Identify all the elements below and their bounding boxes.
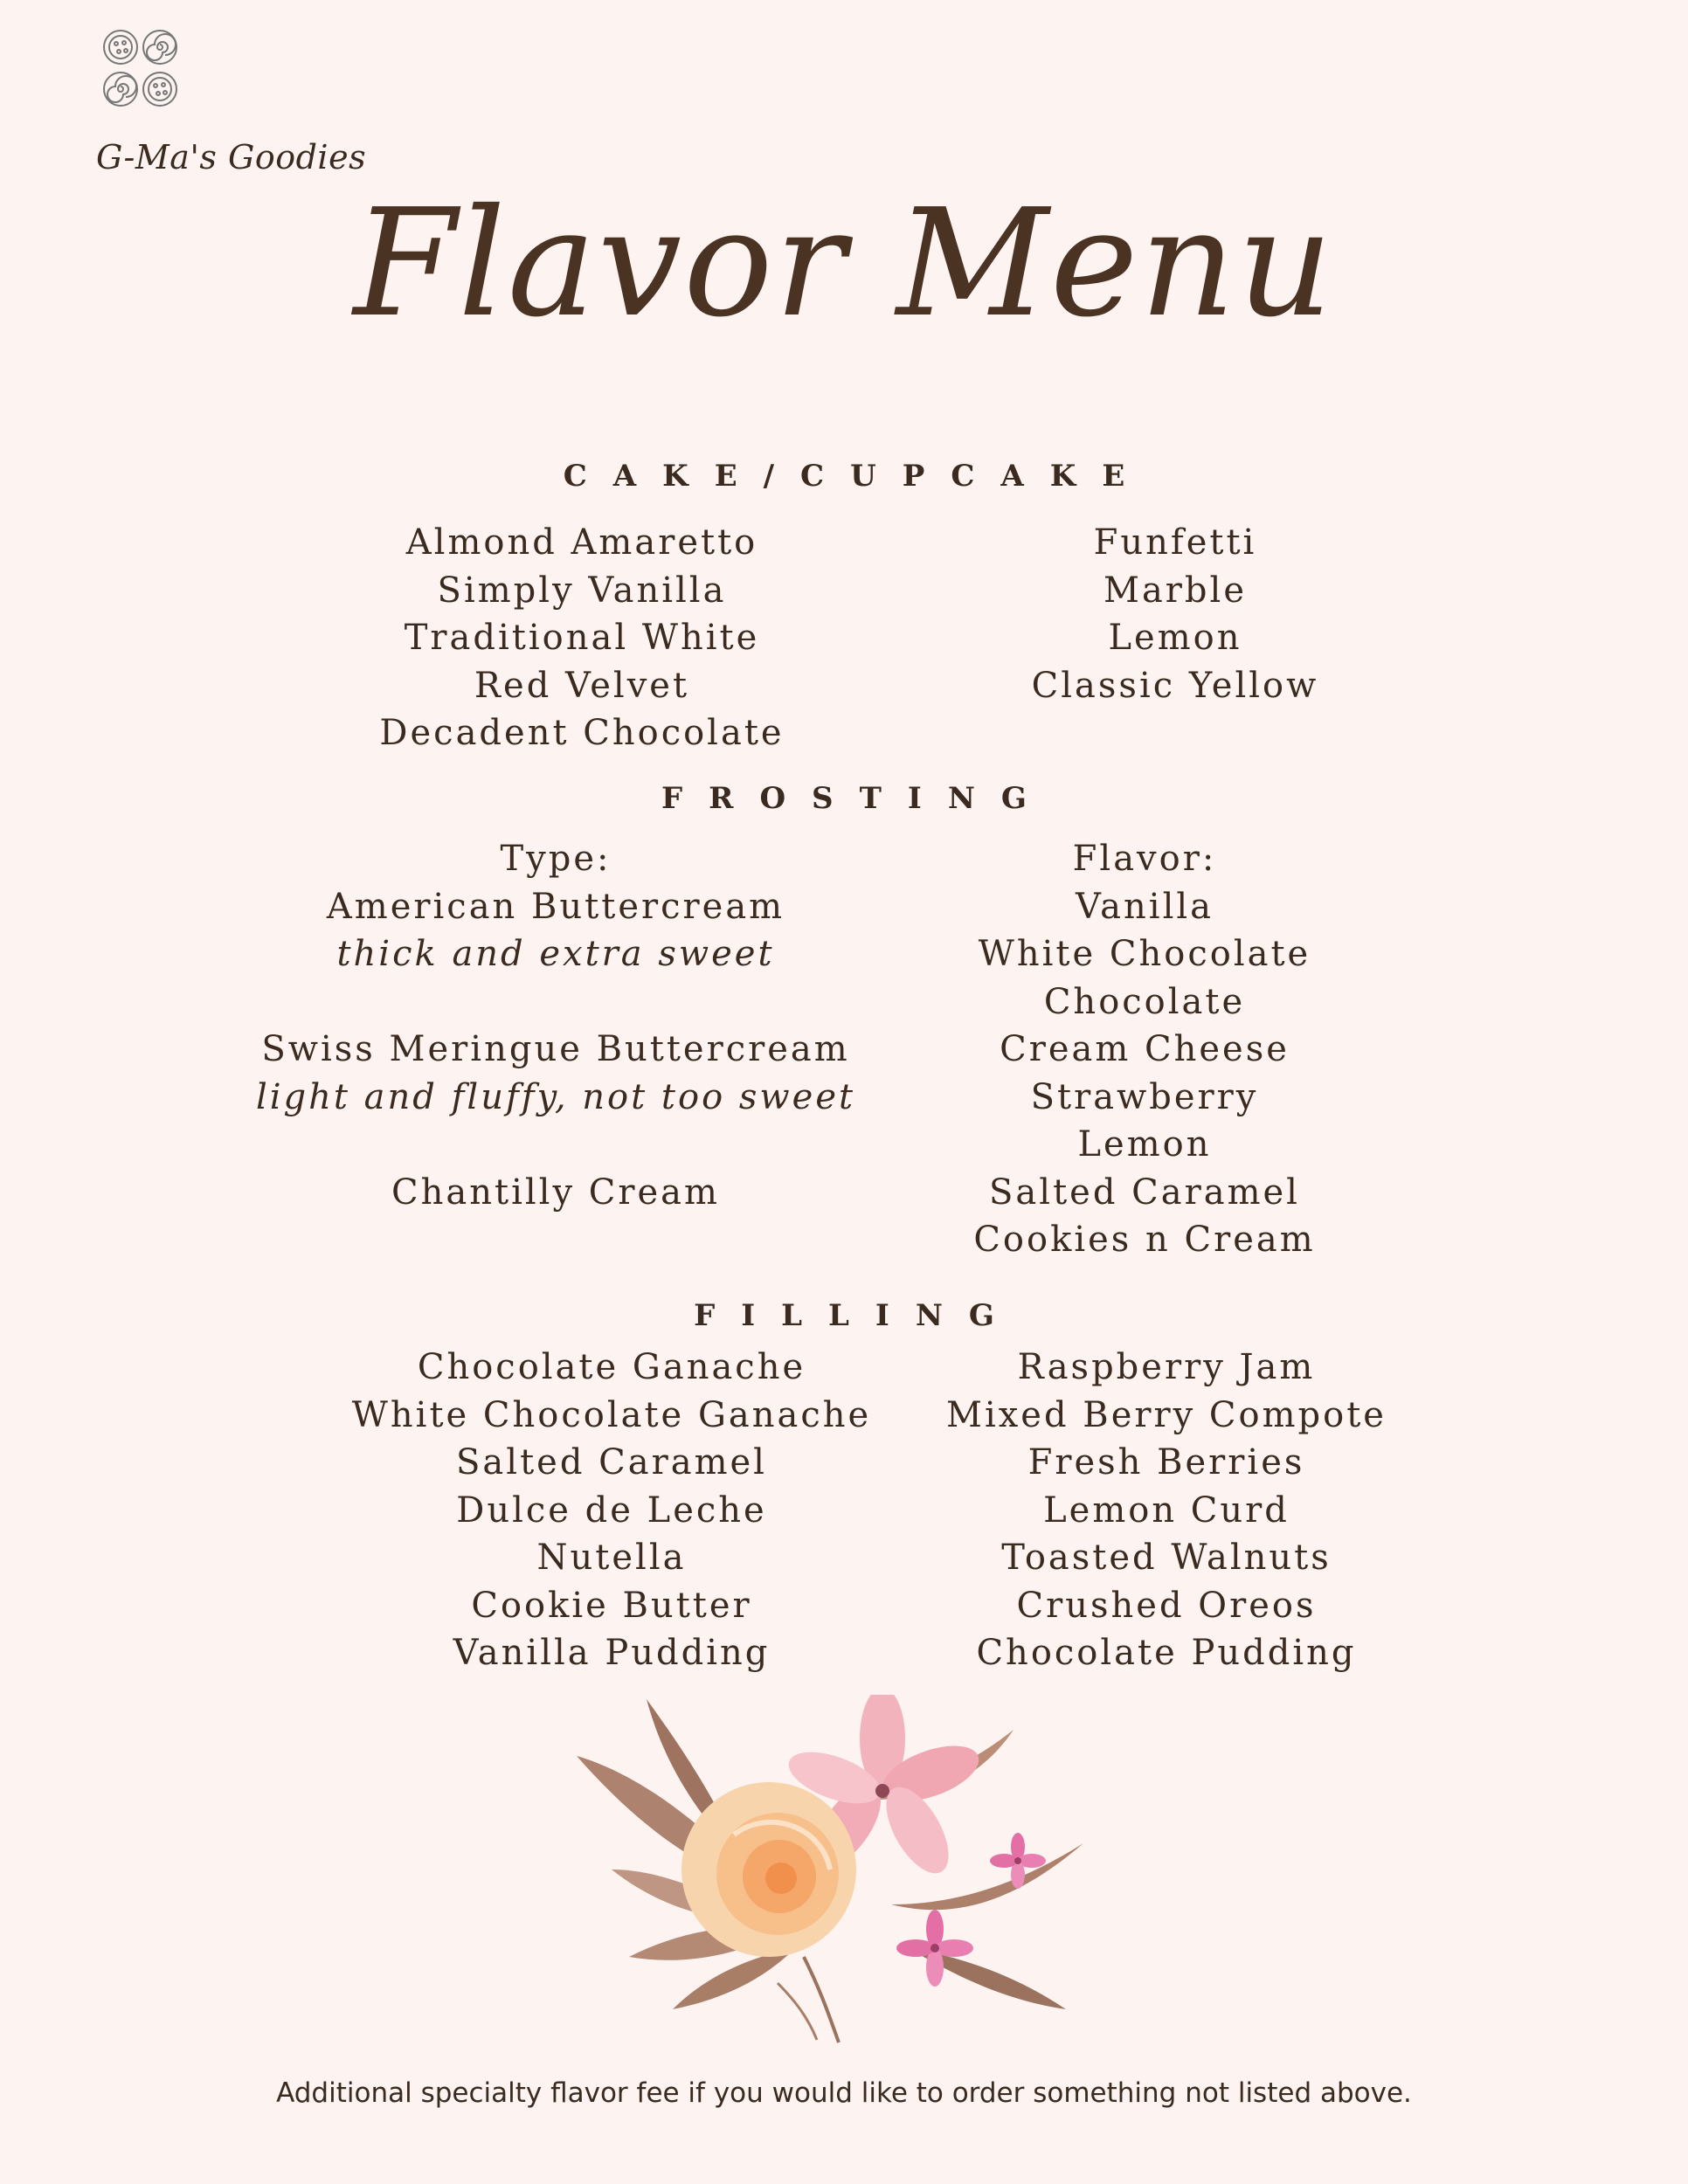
footer-note: Additional specialty flavor fee if you would like to order something not listed above. — [276, 2077, 1412, 2109]
list-item: Salted Caramel — [456, 1442, 767, 1482]
list-item: Simply Vanilla — [437, 570, 727, 611]
list-item: Chantilly Cream — [391, 1171, 720, 1213]
list-item: Cookies n Cream — [973, 1220, 1316, 1260]
list-item: Funfetti — [1093, 522, 1257, 563]
list-item: Lemon Curd — [1043, 1489, 1290, 1531]
list-item: American Buttercream — [326, 886, 785, 927]
list-item: Almond Amaretto — [405, 522, 758, 563]
list-item: Dulce de Leche — [456, 1489, 767, 1531]
list-item-note: light and fluffy, not too sweet — [255, 1076, 856, 1117]
list-item: Toasted Walnuts — [1001, 1538, 1332, 1578]
list-item: Salted Caramel — [989, 1171, 1300, 1213]
list-item: White Chocolate Ganache — [351, 1394, 872, 1435]
section-heading-frosting: FROSTING — [661, 781, 1053, 816]
list-item: Cookie Butter — [471, 1585, 752, 1626]
list-item: Chocolate — [1043, 981, 1246, 1022]
frosting-type-list — [250, 835, 861, 1216]
list-item: Decadent Chocolate — [379, 713, 785, 753]
section-heading-filling: FILLING — [694, 1298, 1020, 1333]
frosting-flavor-list — [882, 835, 1407, 1264]
list-item: Red Velvet — [474, 665, 690, 706]
list-item: Strawberry — [1030, 1076, 1259, 1117]
four-swirl-circles-icon — [101, 26, 180, 110]
list-item: Vanilla Pudding — [453, 1633, 771, 1673]
list-item: Lemon — [1108, 618, 1242, 658]
list-item: Classic Yellow — [1031, 665, 1319, 706]
brand-logo — [96, 26, 367, 192]
list-item: Chocolate Ganache — [417, 1347, 806, 1387]
section-heading-cake: CAKE/CUPCAKE — [563, 459, 1152, 494]
list-item: Lemon — [1077, 1124, 1212, 1165]
list-item-note: thick and extra sweet — [336, 934, 775, 974]
frosting-type-label: Type: — [500, 839, 612, 879]
list-item: Nutella — [536, 1538, 687, 1578]
list-item: Fresh Berries — [1027, 1442, 1305, 1482]
list-item: Cream Cheese — [1000, 1029, 1290, 1069]
watercolor-flower-bouquet-icon — [559, 1695, 1127, 2044]
list-item: White Chocolate — [978, 934, 1311, 974]
page-title: Flavor Menu — [353, 177, 1335, 350]
frosting-flavor-label: Flavor: — [1072, 839, 1217, 879]
list-item: Traditional White — [404, 618, 760, 658]
list-item: Raspberry Jam — [1017, 1347, 1316, 1387]
filling-right-list — [861, 1344, 1472, 1677]
brand-name: G-Ma's Goodies — [96, 138, 367, 176]
list-item: Crushed Oreos — [1016, 1585, 1317, 1626]
list-item: Marble — [1103, 570, 1247, 611]
list-item: Mixed Berry Compote — [946, 1394, 1387, 1435]
filling-left-list — [306, 1344, 917, 1677]
list-item: Chocolate Pudding — [976, 1633, 1357, 1673]
cake-right-list — [913, 519, 1437, 709]
list-item: Vanilla — [1075, 886, 1214, 927]
cake-left-list — [320, 519, 844, 757]
list-item: Swiss Meringue Buttercream — [261, 1029, 850, 1069]
